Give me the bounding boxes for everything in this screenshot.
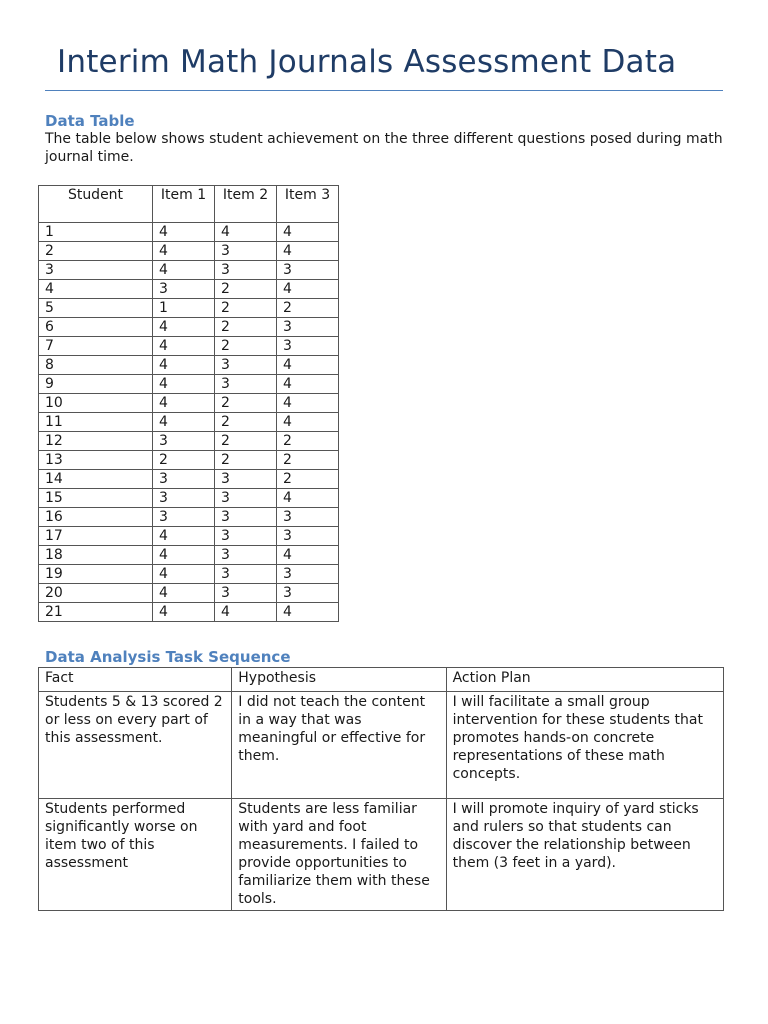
analysis-header-hypothesis: Hypothesis [232,668,446,692]
student-cell: 13 [39,451,153,470]
item-2-cell: 3 [215,565,277,584]
data-table-intro: The table below shows student achievement on the three different questions posed during math journal time. [45,131,723,165]
student-cell: 10 [39,394,153,413]
table-row [39,261,339,280]
item-3-cell: 4 [277,413,339,432]
table-row [39,584,339,603]
student-cell: 8 [39,356,153,375]
analysis-header-row [39,668,724,692]
item-2-cell: 2 [215,451,277,470]
table-row [39,375,339,394]
student-cell: 5 [39,299,153,318]
item-2-cell: 4 [215,223,277,242]
table-row [39,603,339,622]
student-cell: 2 [39,242,153,261]
student-cell: 18 [39,546,153,565]
item-1-cell: 4 [153,375,215,394]
item-1-cell: 4 [153,584,215,603]
analysis-header-action-plan: Action Plan [446,668,723,692]
item-1-cell: 3 [153,508,215,527]
hypothesis-cell: I did not teach the content in a way that was meaningful or effective for them. [232,692,446,799]
student-cell: 20 [39,584,153,603]
table-row [39,394,339,413]
item-3-cell: 2 [277,470,339,489]
table-row [39,432,339,451]
student-cell: 21 [39,603,153,622]
column-header-student: Student [39,186,153,223]
column-header-item-2: Item 2 [215,186,277,223]
table-row [39,299,339,318]
item-1-cell: 4 [153,318,215,337]
table-row [39,223,339,242]
student-cell: 6 [39,318,153,337]
student-cell: 11 [39,413,153,432]
item-1-cell: 4 [153,242,215,261]
table-row [39,451,339,470]
student-cell: 16 [39,508,153,527]
item-3-cell: 3 [277,565,339,584]
table-row [39,242,339,261]
item-2-cell: 3 [215,546,277,565]
item-3-cell: 3 [277,261,339,280]
item-2-cell: 3 [215,261,277,280]
item-3-cell: 3 [277,318,339,337]
item-3-cell: 4 [277,489,339,508]
item-3-cell: 4 [277,242,339,261]
item-1-cell: 4 [153,261,215,280]
analysis-row [39,692,724,799]
item-3-cell: 4 [277,280,339,299]
analysis-table [38,667,724,911]
item-2-cell: 3 [215,489,277,508]
table-row [39,565,339,584]
item-2-cell: 2 [215,299,277,318]
item-1-cell: 3 [153,470,215,489]
table-row [39,337,339,356]
item-1-cell: 2 [153,451,215,470]
student-cell: 9 [39,375,153,394]
fact-cell: Students 5 & 13 scored 2 or less on every part of this assessment. [39,692,232,799]
analysis-header-fact: Fact [39,668,232,692]
item-1-cell: 3 [153,489,215,508]
item-2-cell: 3 [215,527,277,546]
item-2-cell: 2 [215,394,277,413]
table-row [39,318,339,337]
item-3-cell: 3 [277,337,339,356]
student-cell: 1 [39,223,153,242]
item-3-cell: 3 [277,508,339,527]
item-2-cell: 3 [215,375,277,394]
student-data-table [38,185,339,622]
item-1-cell: 4 [153,337,215,356]
item-1-cell: 4 [153,413,215,432]
item-2-cell: 2 [215,337,277,356]
item-1-cell: 4 [153,603,215,622]
item-2-cell: 2 [215,280,277,299]
item-3-cell: 2 [277,299,339,318]
student-cell: 17 [39,527,153,546]
item-1-cell: 3 [153,432,215,451]
data-table-heading: Data Table [45,112,135,130]
hypothesis-cell: Students are less familiar with yard and foot measurements. I failed to provide opportunities to familiarize them with these tools. [232,799,446,911]
item-3-cell: 4 [277,375,339,394]
item-1-cell: 4 [153,223,215,242]
item-2-cell: 2 [215,318,277,337]
item-2-cell: 3 [215,508,277,527]
item-1-cell: 4 [153,356,215,375]
item-1-cell: 4 [153,565,215,584]
analysis-row [39,799,724,911]
item-1-cell: 4 [153,527,215,546]
item-1-cell: 1 [153,299,215,318]
table-row [39,489,339,508]
table-row [39,413,339,432]
student-cell: 14 [39,470,153,489]
item-1-cell: 3 [153,280,215,299]
table-row [39,470,339,489]
student-cell: 12 [39,432,153,451]
analysis-heading: Data Analysis Task Sequence [45,648,291,666]
action-plan-cell: I will promote inquiry of yard sticks and rulers so that students can discover the relationship between them (3 feet in a yard). [446,799,723,911]
item-2-cell: 3 [215,584,277,603]
item-2-cell: 3 [215,356,277,375]
student-cell: 15 [39,489,153,508]
item-1-cell: 4 [153,394,215,413]
item-2-cell: 2 [215,432,277,451]
item-1-cell: 4 [153,546,215,565]
table-row [39,508,339,527]
item-3-cell: 4 [277,546,339,565]
item-2-cell: 2 [215,413,277,432]
item-3-cell: 3 [277,527,339,546]
item-3-cell: 4 [277,603,339,622]
item-3-cell: 4 [277,356,339,375]
item-2-cell: 4 [215,603,277,622]
item-2-cell: 3 [215,242,277,261]
fact-cell: Students performed significantly worse on item two of this assessment [39,799,232,911]
column-header-item-3: Item 3 [277,186,339,223]
table-row [39,546,339,565]
table-row [39,280,339,299]
student-cell: 4 [39,280,153,299]
title-divider [45,90,723,91]
item-3-cell: 2 [277,432,339,451]
student-cell: 7 [39,337,153,356]
student-cell: 19 [39,565,153,584]
item-3-cell: 3 [277,584,339,603]
student-cell: 3 [39,261,153,280]
page-title: Interim Math Journals Assessment Data [57,44,677,80]
table-row [39,527,339,546]
item-3-cell: 4 [277,223,339,242]
item-3-cell: 4 [277,394,339,413]
item-2-cell: 3 [215,470,277,489]
item-3-cell: 2 [277,451,339,470]
action-plan-cell: I will facilitate a small group intervention for these students that promotes hands-on concrete representations of these math concepts. [446,692,723,799]
table-row [39,356,339,375]
table-header-row [39,186,339,223]
column-header-item-1: Item 1 [153,186,215,223]
